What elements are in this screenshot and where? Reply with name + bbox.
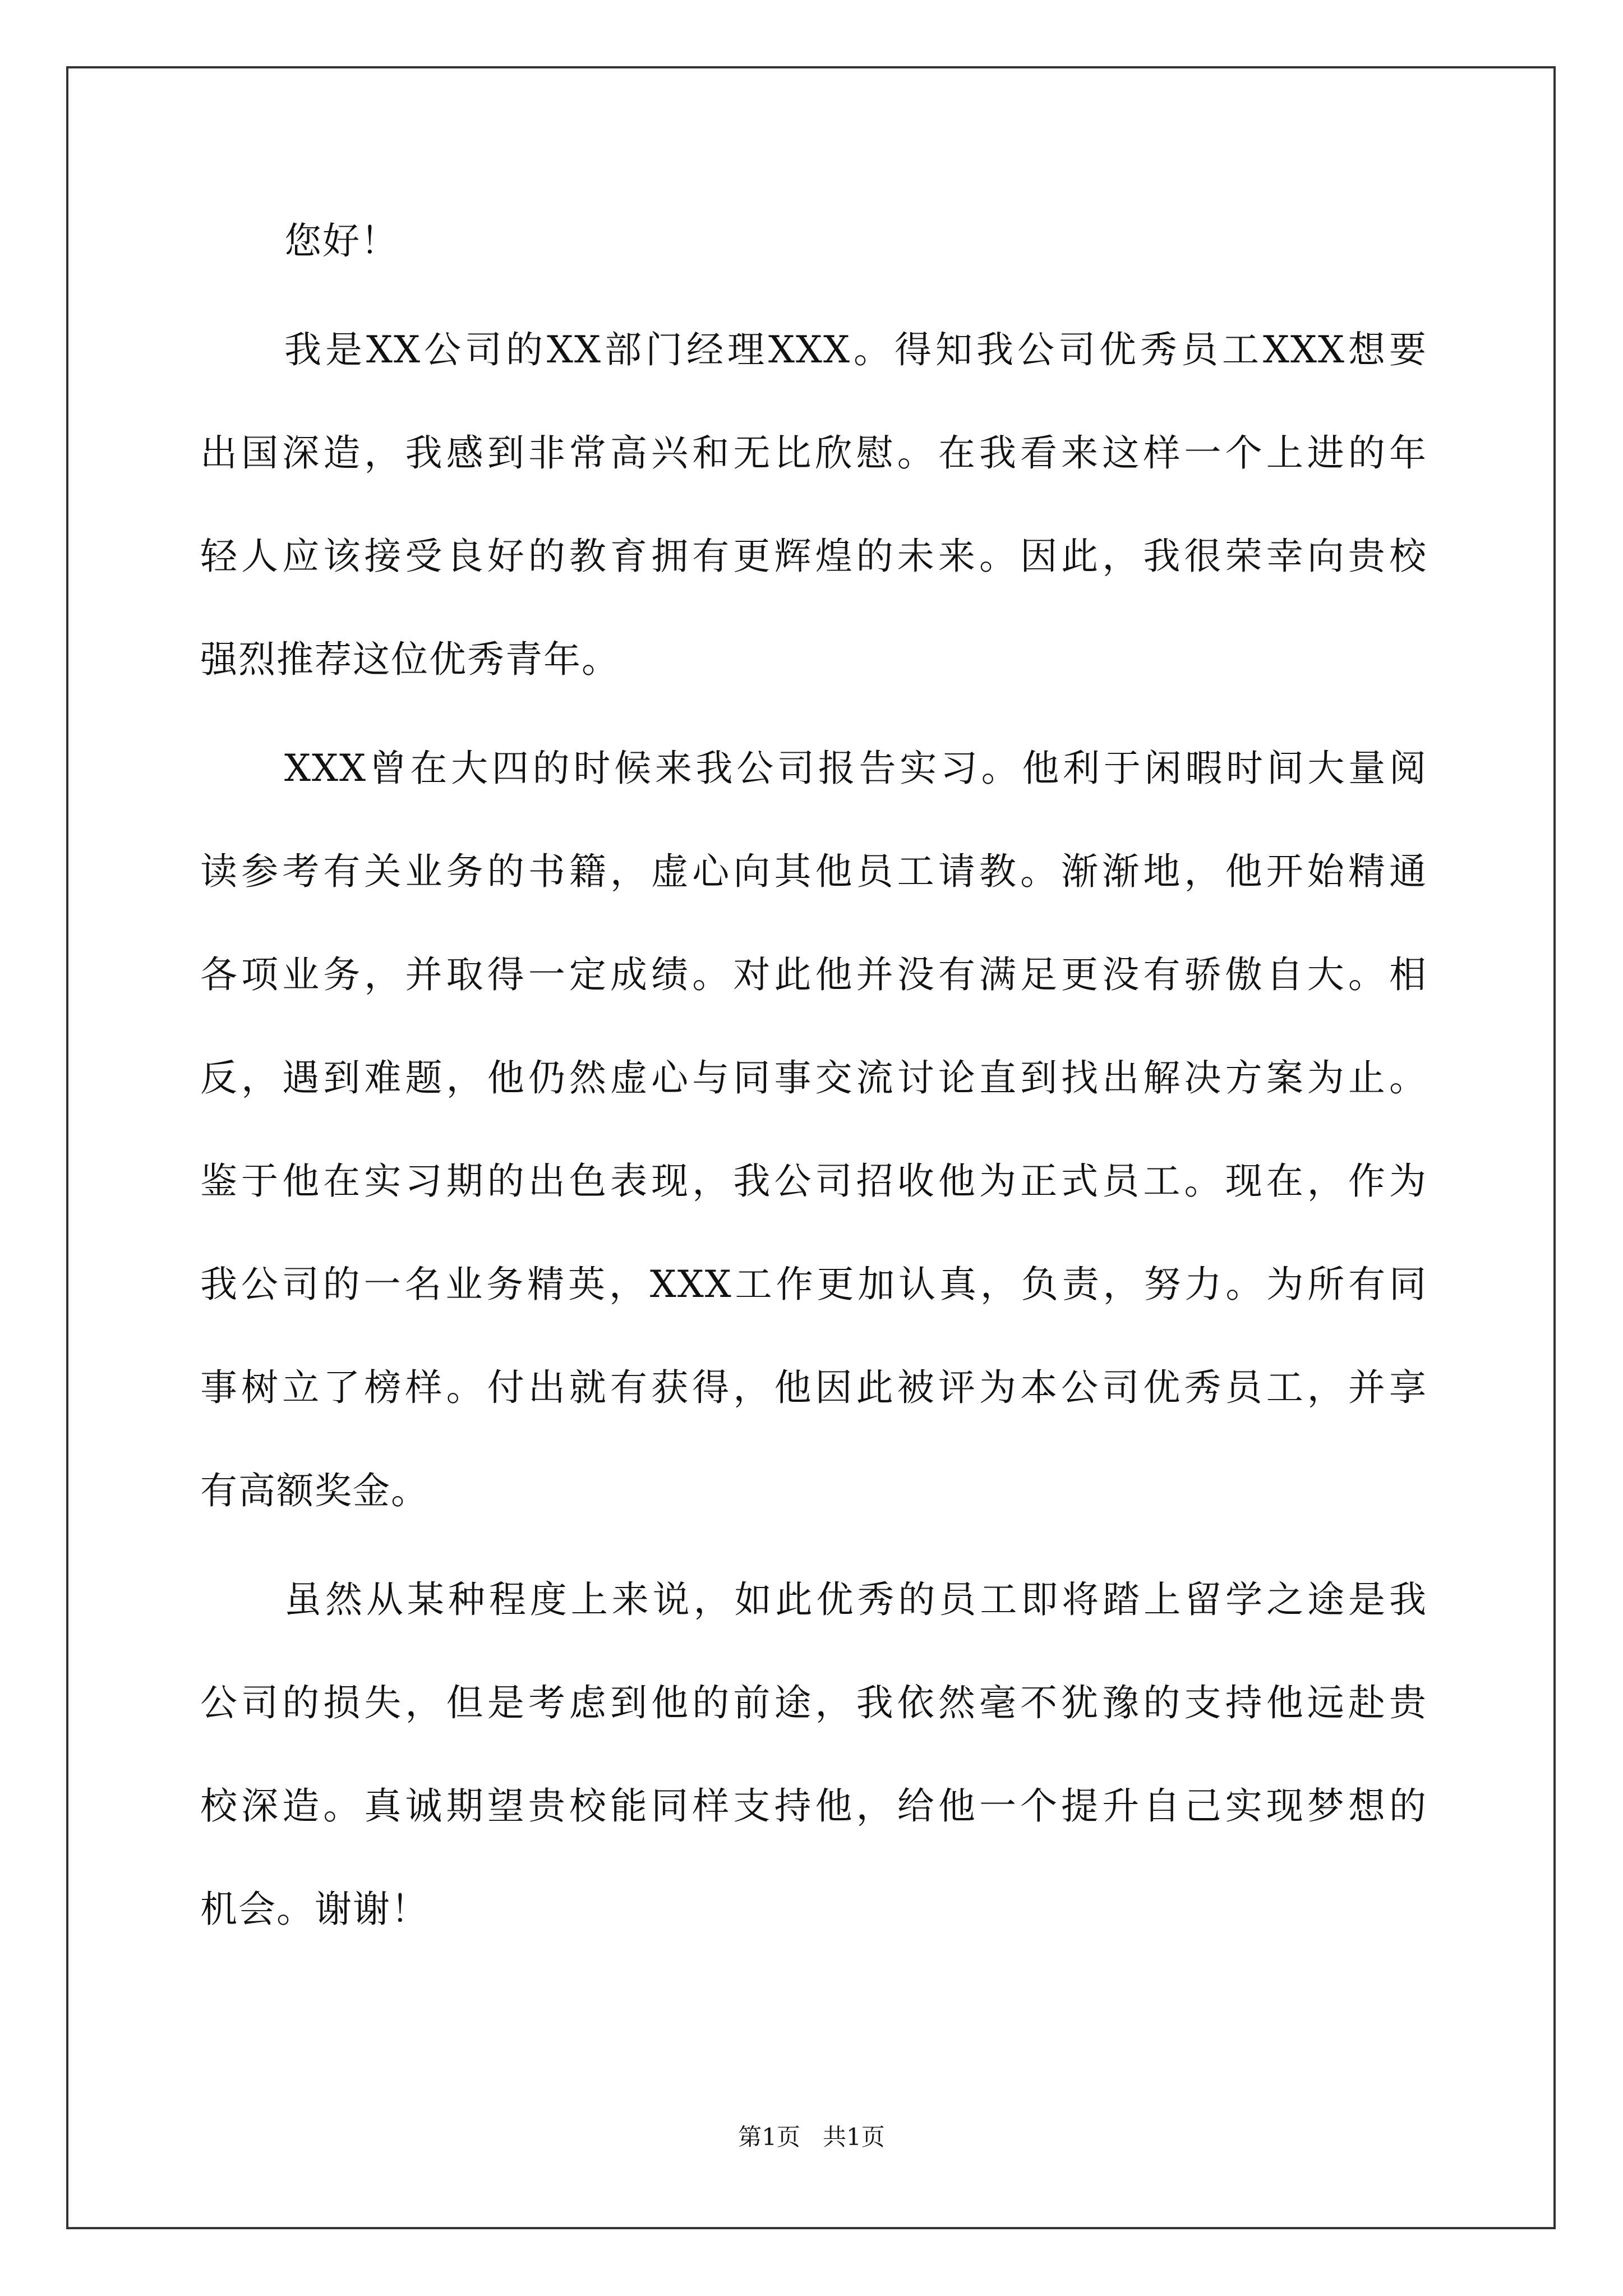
page-number-footer: 第1页 共1页 xyxy=(738,2123,885,2151)
paragraph-2-line-6: 我公司的一名业务精英，XXX工作更加认真，负责，努力。为所有同 xyxy=(200,1263,1427,1306)
paragraph-3-line-2: 公司的损失，但是考虑到他的前途，我依然毫不犹豫的支持他远赴贵 xyxy=(200,1681,1427,1724)
paragraph-2-line-7: 事树立了榜样。付出就有获得，他因此被评为本公司优秀员工，并享 xyxy=(200,1366,1427,1409)
paragraph-2-line-3: 各项业务，并取得一定成绩。对此他并没有满足更没有骄傲自大。相 xyxy=(200,953,1427,996)
paragraph-2-line-4: 反，遇到难题，他仍然虚心与同事交流讨论直到找出解决方案为止。 xyxy=(200,1056,1427,1099)
greeting: 您好！ xyxy=(284,219,399,263)
paragraph-2-line-2: 读参考有关业务的书籍，虚心向其他员工请教。渐渐地，他开始精通 xyxy=(200,850,1427,893)
paragraph-1-line-3: 轻人应该接受良好的教育拥有更辉煌的未来。因此，我很荣幸向贵校 xyxy=(200,535,1427,578)
paragraph-1-line-4: 强烈推荐这位优秀青年。 xyxy=(200,638,620,681)
paragraph-2-line-1: XXX曾在大四的时候来我公司报告实习。他利于闲暇时间大量阅 xyxy=(284,747,1427,790)
paragraph-1-line-2: 出国深造，我感到非常高兴和无比欣慰。在我看来这样一个上进的年 xyxy=(200,431,1427,475)
paragraph-3-line-4: 机会。谢谢！ xyxy=(200,1888,429,1931)
paragraph-3-line-1: 虽然从某种程度上来说，如此优秀的员工即将踏上留学之途是我 xyxy=(284,1578,1427,1621)
paragraph-1-line-1: 我是XX公司的XX部门经理XXX。得知我公司优秀员工XXX想要 xyxy=(284,328,1427,371)
paragraph-2-line-8: 有高额奖金。 xyxy=(200,1469,429,1512)
paragraph-2-line-5: 鉴于他在实习期的出色表现，我公司招收他为正式员工。现在，作为 xyxy=(200,1159,1427,1203)
paragraph-3-line-3: 校深造。真诚期望贵校能同样支持他，给他一个提升自己实现梦想的 xyxy=(200,1784,1427,1828)
